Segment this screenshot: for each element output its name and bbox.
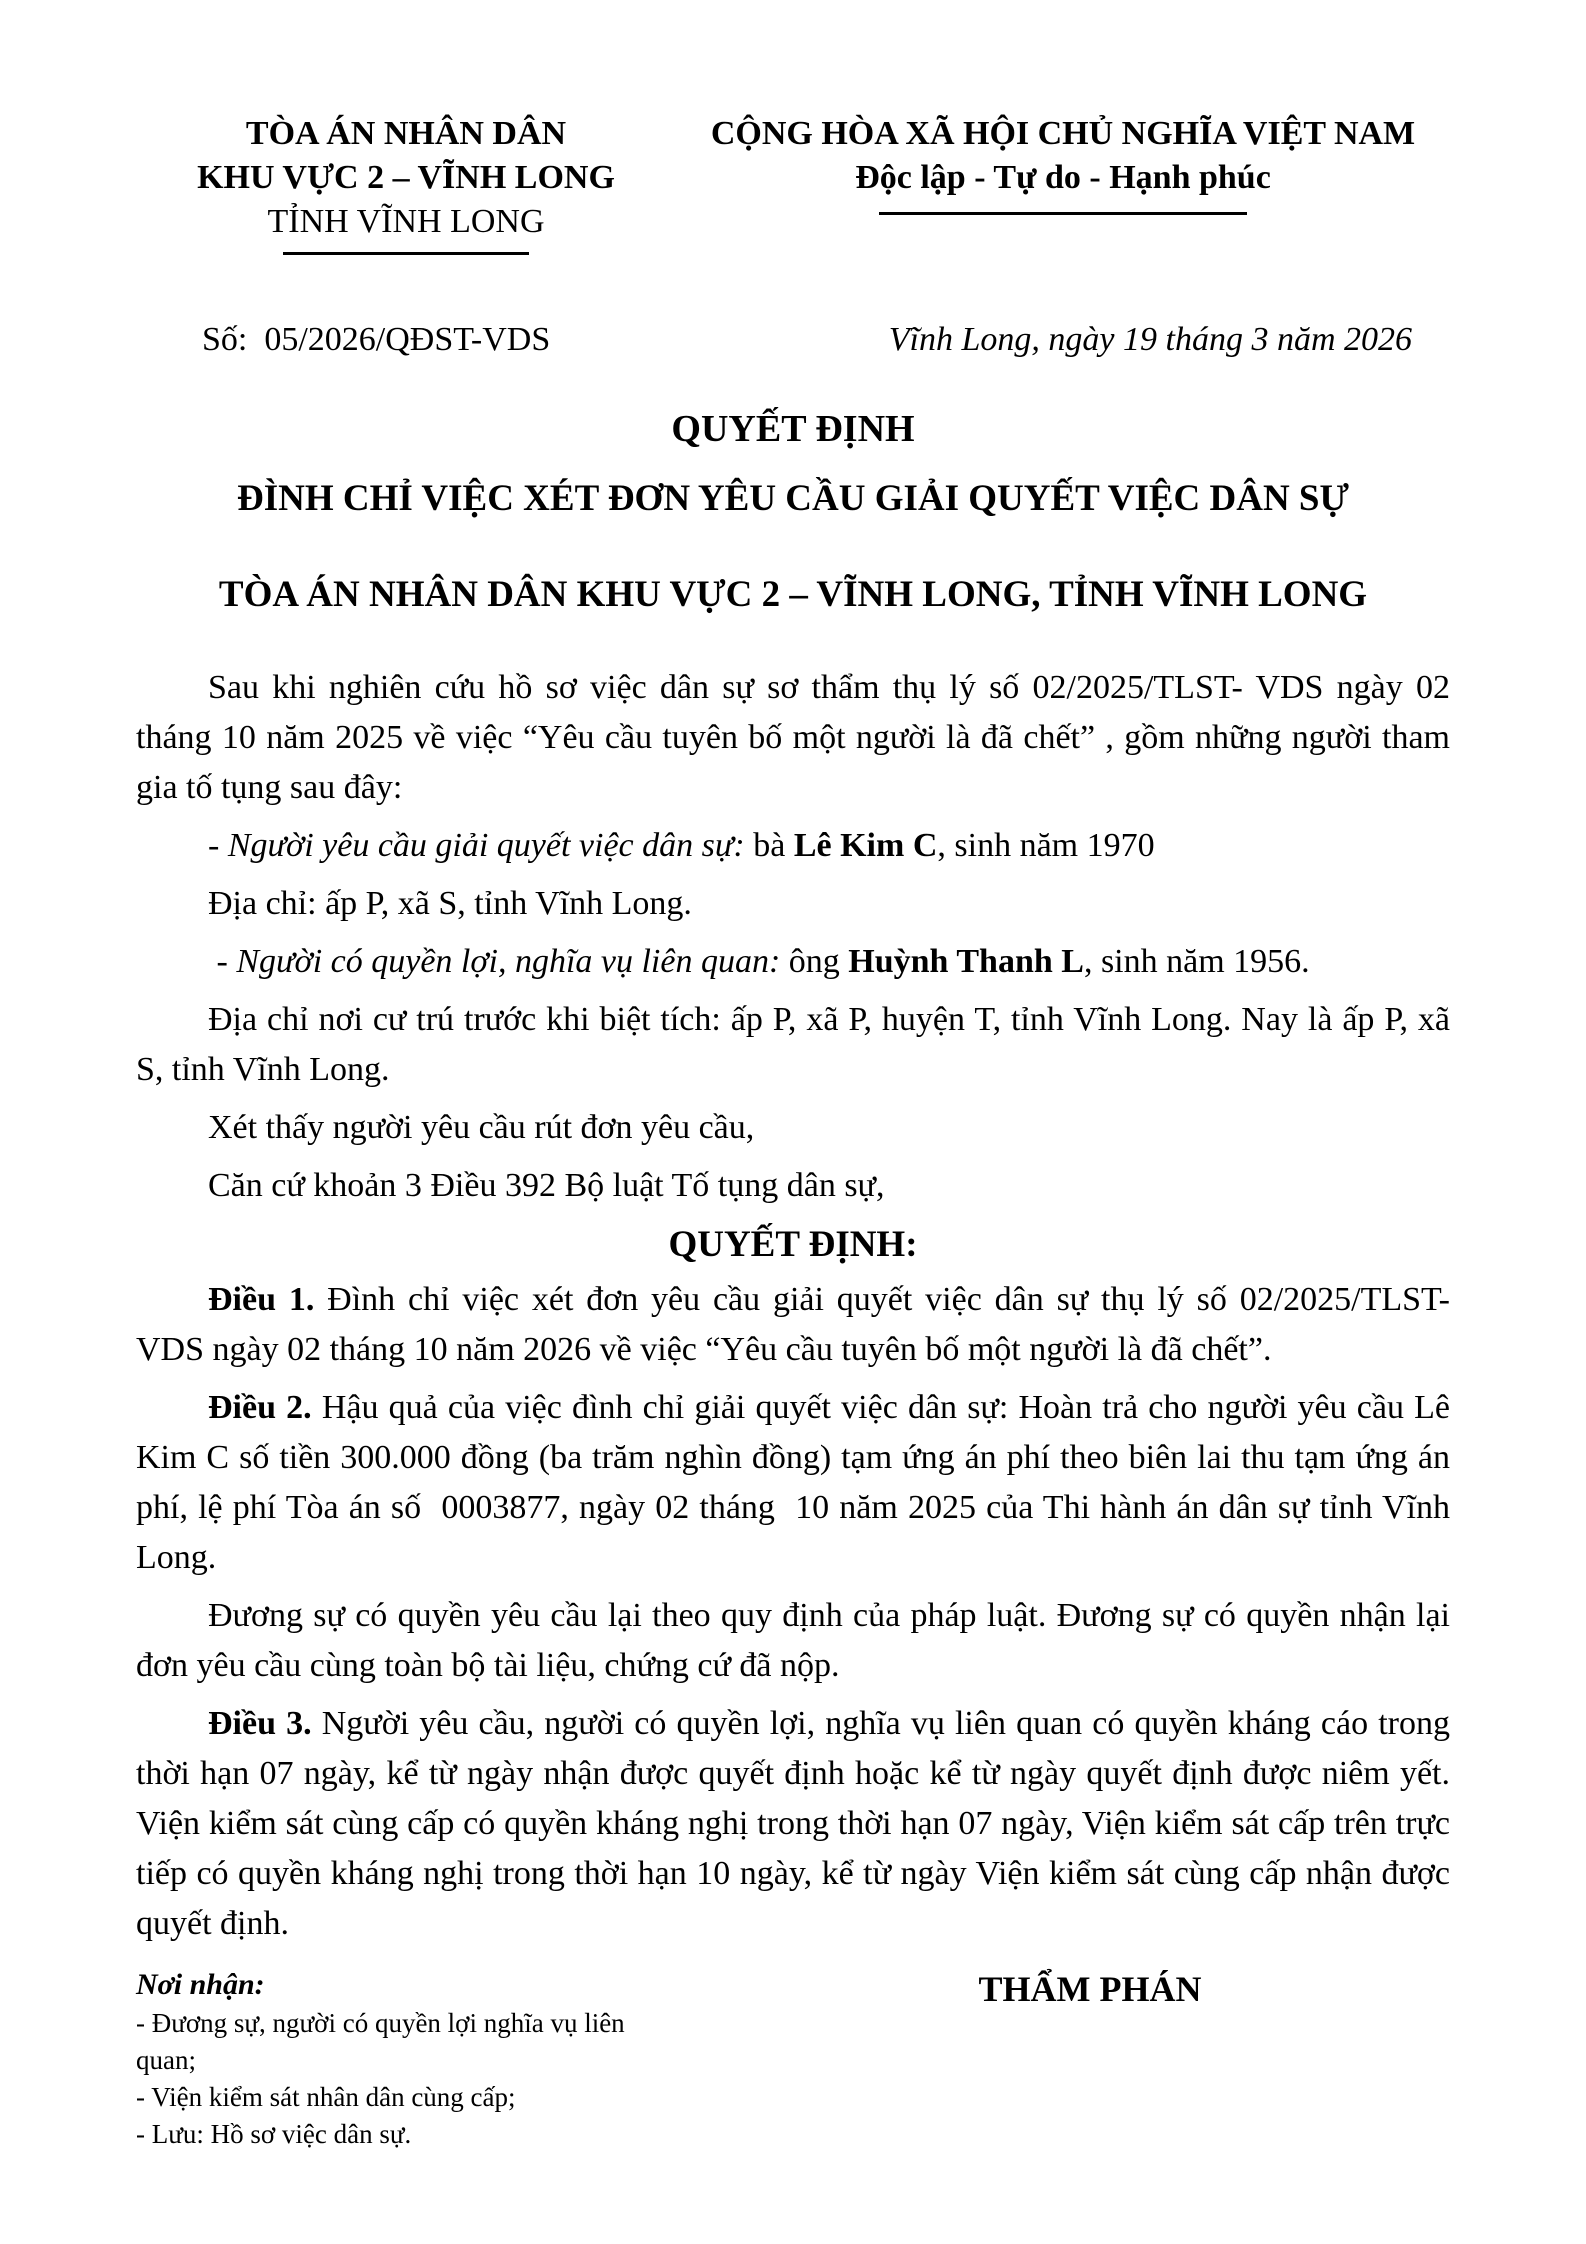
article-1-text: Đình chỉ việc xét đơn yêu cầu giải quyết việc dân sự thụ lý số 02/2025/TLST- VDS ngày 02 tháng 10 năm 2026 về việc “Yêu cầu tuyên bố một người là đã chết”. (136, 1281, 1458, 1368)
article-2-extra: Đương sự có quyền yêu cầu lại theo quy định của pháp luật. Đương sự có quyền nhận lại đơn yêu cầu cùng toàn bộ tài liệu, chứng cứ đã nộp. (136, 1597, 1459, 1684)
petitioner-prefix: bà (744, 827, 794, 864)
header-left-divider (283, 252, 529, 255)
related-person-birth-year: , sinh năm 1956. (1083, 943, 1310, 980)
court-name-line2: KHU VỰC 2 – VĨNH LONG (197, 159, 615, 196)
related-person-label: - Người có quyền lợi, nghĩa vụ liên quan: (208, 943, 781, 980)
deciding-court-title: TÒA ÁN NHÂN DÂN KHU VỰC 2 – VĨNH LONG, TỈNH VĨNH LONG (218, 574, 1368, 615)
article-1 (136, 1275, 1458, 1375)
related-person-address: Địa chỉ nơi cư trú trước khi biệt tích: ấp P, xã P, huyện T, tỉnh Vĩnh Long. Nay là ấp P, xã S, tỉnh Vĩnh Long. (136, 1001, 1459, 1088)
article-3-label: Điều 3. (208, 1705, 312, 1742)
article-3-text: Người yêu cầu, người có quyền lợi, nghĩa vụ liên quan có quyền kháng cáo trong thời hạn 07 ngày, kể từ ngày nhận được quyết định hoặc kể từ ngày quyết định được niêm yết. Viện kiểm sát cùng cấp có quyền kháng nghị trong thời hạn 07 ngày, Viện kiểm sát cấp trên trực tiếp có quyền kháng nghị trong thời hạn 10 ngày, kể từ ngày Viện kiểm sát cùng cấp nhận được quyết định. (136, 1705, 1459, 1942)
petitioner-birth-year: , sinh năm 1970 (937, 827, 1155, 864)
decision-heading: QUYẾT ĐỊNH: (668, 1224, 918, 1265)
article-3 (136, 1699, 1459, 1949)
issuing-court-block (136, 112, 676, 255)
recipients-block (136, 1965, 696, 2153)
petitioner-name: Lê Kim C (793, 827, 938, 864)
article-2-text: Hậu quả của việc đình chỉ giải quyết việc dân sự: Hoàn trả cho người yêu cầu Lê Kim C số tiền 300.000 đồng (ba trăm nghìn đồng) tạm ứng án phí theo biên lai thu tạm ứng án phí, lệ phí Tòa án số 0003877, ngày 02 tháng 10 năm 2025 của Thi hành án dân sự tỉnh Vĩnh Long. (136, 1389, 1459, 1576)
recipient-item: - Đương sự, người có quyền lợi nghĩa vụ liên quan; (136, 2008, 625, 2075)
document-header (136, 112, 1450, 255)
judge-title: THẨM PHÁN (978, 1969, 1202, 2009)
document-body (136, 663, 1459, 1949)
related-person-prefix: ông (780, 943, 849, 980)
petitioner-line (136, 821, 1450, 871)
document-date-place: Vĩnh Long, ngày 19 tháng 3 năm 2026 (888, 321, 1412, 358)
document-number: Số: 05/2026/QĐST-VDS (202, 321, 551, 358)
article-2-label: Điều 2. (208, 1389, 312, 1426)
legal-basis-line: Căn cứ khoản 3 Điều 392 Bộ luật Tố tụng dân sự, (208, 1167, 885, 1204)
petitioner-label: - Người yêu cầu giải quyết việc dân sự: (208, 827, 745, 864)
document-title: QUYẾT ĐỊNH (671, 408, 915, 450)
court-name-line1: TÒA ÁN NHÂN DÂN (245, 115, 567, 152)
preamble-paragraph: Sau khi nghiên cứu hồ sơ việc dân sự sơ thẩm thụ lý số 02/2025/TLST- VDS ngày 02 tháng 10 năm 2025 về việc “Yêu cầu tuyên bố một người là đã chết” , gồm những người tham gia tố tụng sau đây: (136, 669, 1459, 806)
recipient-item: - Viện kiểm sát nhân dân cùng cấp; (136, 2082, 516, 2112)
finding-line: Xét thấy người yêu cầu rút đơn yêu cầu, (208, 1109, 755, 1146)
court-name-line3: TỈNH VĨNH LONG (267, 203, 545, 240)
document-footer (136, 1965, 1450, 2153)
related-person-line (136, 937, 1450, 987)
national-motto: Độc lập - Tự do - Hạnh phúc (855, 159, 1271, 196)
recipient-item: - Lưu: Hồ sơ việc dân sự. (136, 2119, 412, 2149)
document-meta-row (136, 315, 1450, 365)
national-header-block (676, 112, 1450, 255)
article-1-label: Điều 1. (208, 1281, 315, 1318)
related-person-name: Huỳnh Thanh L (848, 943, 1084, 980)
recipients-label: Nơi nhận: (136, 1968, 265, 2001)
signature-block (880, 1965, 1300, 2013)
header-right-divider (879, 212, 1247, 215)
national-title: CỘNG HÒA XÃ HỘI CHỦ NGHĨA VIỆT NAM (710, 115, 1416, 152)
document-subtitle: ĐÌNH CHỈ VIỆC XÉT ĐƠN YÊU CẦU GIẢI QUYẾT VIỆC DÂN SỰ (237, 478, 1349, 519)
article-2 (136, 1383, 1459, 1583)
petitioner-address: Địa chỉ: ấp P, xã S, tỉnh Vĩnh Long. (208, 885, 692, 922)
